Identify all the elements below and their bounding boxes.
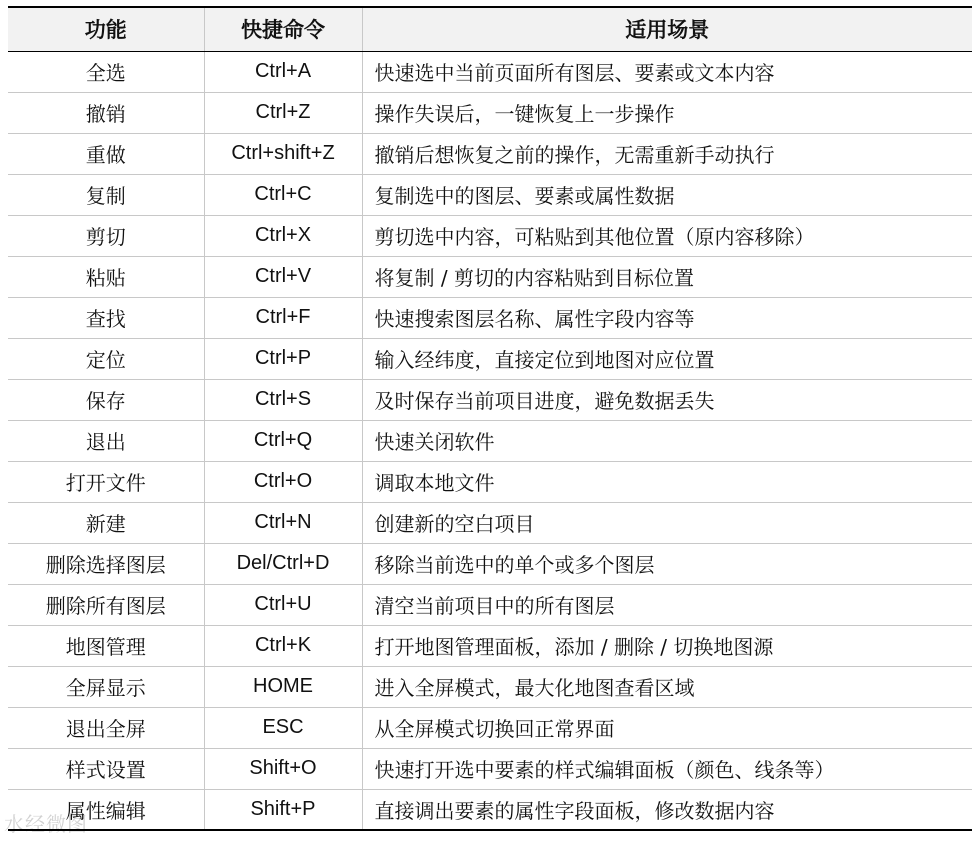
scenario-cell: 调取本地文件 — [362, 461, 972, 502]
function-cell: 撤销 — [8, 92, 204, 133]
table-row — [8, 256, 972, 297]
scenario-cell: 快速打开选中要素的样式编辑面板（颜色、线条等） — [362, 748, 972, 789]
header-shortcut: 快捷命令 — [204, 7, 362, 51]
table-row — [8, 543, 972, 584]
function-cell: 全选 — [85, 61, 126, 85]
scenario-cell: 移除当前选中的单个或多个图层 — [362, 543, 972, 584]
table-row — [8, 625, 972, 666]
shortcut-cell: Ctrl+S — [204, 379, 362, 420]
table-row — [8, 92, 972, 133]
scenario-cell: 操作失误后，一键恢复上一步操作 — [362, 92, 972, 133]
function-cell: 地图管理 — [8, 625, 204, 666]
table-row — [8, 666, 972, 707]
table-row — [8, 297, 972, 338]
shortcut-cell: Ctrl+U — [204, 584, 362, 625]
scenario-cell: 从全屏模式切换回正常界面 — [362, 707, 972, 748]
scenario-cell: 打开地图管理面板，添加 / 删除 / 切换地图源 — [362, 625, 972, 666]
table-row — [8, 420, 972, 461]
scenario-cell: 清空当前项目中的所有图层 — [362, 584, 972, 625]
table-row — [8, 215, 972, 256]
scenario-cell: 进入全屏模式，最大化地图查看区域 — [362, 666, 972, 707]
shortcut-cell: Ctrl+O — [204, 461, 362, 502]
shortcut-table — [8, 6, 972, 831]
shortcut-cell: Shift+O — [204, 748, 362, 789]
scenario-cell: 复制选中的图层、要素或属性数据 — [362, 174, 972, 215]
scenario-cell: 快速关闭软件 — [362, 420, 972, 461]
shortcut-cell: Ctrl+P — [204, 338, 362, 379]
table-row — [8, 748, 972, 789]
function-cell: 重做 — [8, 133, 204, 174]
shortcut-cell: ESC — [204, 707, 362, 748]
shortcut-table-container — [8, 6, 972, 831]
shortcut-cell: Ctrl+F — [204, 297, 362, 338]
function-cell: 剪切 — [8, 215, 204, 256]
function-cell: 删除所有图层 — [8, 584, 204, 625]
scenario-cell: 将复制 / 剪切的内容粘贴到目标位置 — [362, 256, 972, 297]
function-cell: 删除选择图层 — [8, 543, 204, 584]
function-cell: 粘贴 — [8, 256, 204, 297]
shortcut-cell: Ctrl+X — [204, 215, 362, 256]
scenario-cell: 快速搜索图层名称、属性字段内容等 — [362, 297, 972, 338]
scenario-cell: 输入经纬度，直接定位到地图对应位置 — [362, 338, 972, 379]
function-cell: 退出 — [8, 420, 204, 461]
function-cell: 打开文件 — [8, 461, 204, 502]
table-row — [8, 379, 972, 420]
shortcut-cell: Ctrl+K — [204, 625, 362, 666]
function-cell: 退出全屏 — [8, 707, 204, 748]
scenario-cell: 快速选中当前页面所有图层、要素或文本内容 — [362, 51, 972, 92]
table-row — [8, 461, 972, 502]
function-cell: 定位 — [8, 338, 204, 379]
header-scenario: 适用场景 — [362, 7, 972, 51]
header-function: 功能 — [8, 7, 204, 51]
function-cell: 全屏显示 — [8, 666, 204, 707]
shortcut-cell: Ctrl+V — [204, 256, 362, 297]
table-row — [8, 133, 972, 174]
shortcut-cell: Ctrl+Q — [204, 420, 362, 461]
table-row — [8, 338, 972, 379]
shortcut-cell: Shift+P — [204, 789, 362, 830]
shortcut-cell: Ctrl+shift+Z — [204, 133, 362, 174]
function-cell: 保存 — [8, 379, 204, 420]
scenario-cell: 创建新的空白项目 — [362, 502, 972, 543]
table-row — [8, 502, 972, 543]
function-cell: 新建 — [8, 502, 204, 543]
scenario-cell: 及时保存当前项目进度，避免数据丢失 — [362, 379, 972, 420]
table-row — [8, 707, 972, 748]
table-row — [8, 51, 972, 92]
shortcut-cell: Ctrl+A — [204, 51, 362, 92]
table-row — [8, 174, 972, 215]
table-header-row — [8, 7, 972, 51]
shortcut-cell: HOME — [204, 666, 362, 707]
function-cell: 样式设置 — [8, 748, 204, 789]
watermark-logo: 水经微图 — [4, 812, 88, 836]
table-body — [8, 51, 972, 830]
function-cell: 属性编辑 — [8, 789, 204, 830]
scenario-cell: 剪切选中内容，可粘贴到其他位置（原内容移除） — [362, 215, 972, 256]
table-row — [8, 584, 972, 625]
scenario-cell: 直接调出要素的属性字段面板，修改数据内容 — [362, 789, 972, 830]
scenario-cell: 撤销后想恢复之前的操作，无需重新手动执行 — [362, 133, 972, 174]
shortcut-cell: Del/Ctrl+D — [204, 543, 362, 584]
function-cell: 复制 — [8, 174, 204, 215]
shortcut-cell: Ctrl+Z — [204, 92, 362, 133]
shortcut-cell: Ctrl+C — [204, 174, 362, 215]
function-cell: 查找 — [8, 297, 204, 338]
table-row — [8, 789, 972, 830]
shortcut-cell: Ctrl+N — [204, 502, 362, 543]
